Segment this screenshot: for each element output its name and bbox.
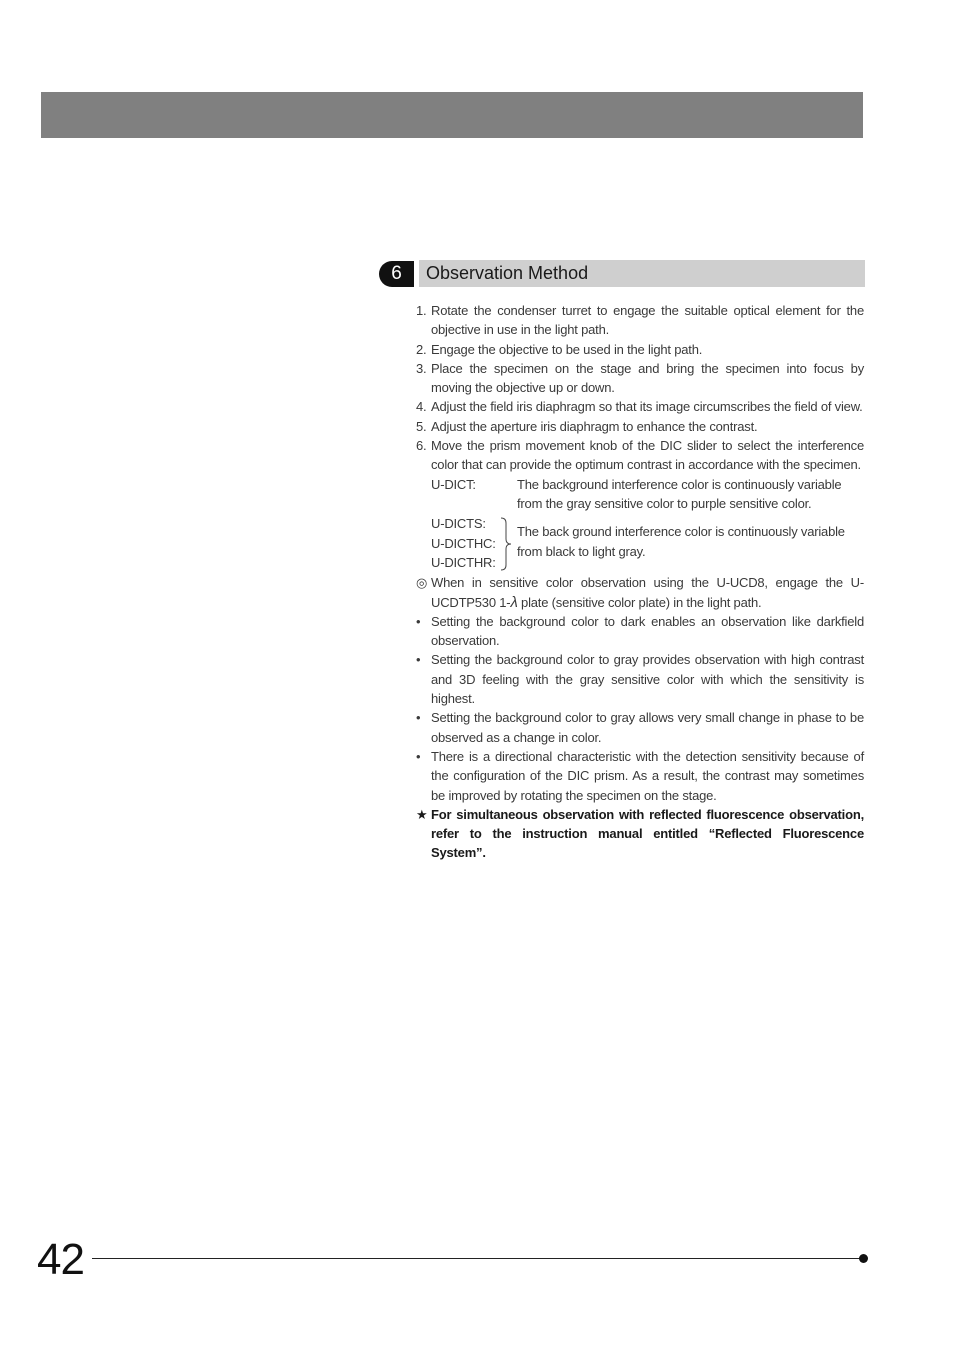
slider-model: U-DICT: — [431, 476, 476, 492]
section-number-badge: 6 — [379, 261, 414, 287]
header-bar — [41, 92, 863, 138]
step-text: Rotate the condenser turret to engage the suitable optical element for the objective in use in the light path. — [431, 303, 864, 338]
step-text: Engage the objective to be used in the light path. — [431, 341, 703, 357]
important-note — [416, 805, 864, 863]
step-text: Move the prism movement knob of the DIC slider to select the interference color that can provide the optimum contrast in accordance with the specimen. — [431, 438, 864, 473]
step-item — [416, 340, 864, 359]
bullet-item — [416, 747, 864, 805]
lambda-symbol: λ — [510, 593, 518, 611]
slider-model: U-DICTS: — [431, 516, 486, 532]
footer-rule — [92, 1258, 862, 1259]
slider-model: U-DICTHR: — [431, 554, 496, 570]
note-text-start: When in sensitive color observation using the U-UCD8, engage the U-UCDTP530 1- — [431, 575, 864, 610]
bullet-item — [416, 708, 864, 747]
step-item — [416, 359, 864, 398]
bullet-item — [416, 650, 864, 708]
page-number: 42 — [37, 1235, 84, 1284]
slider-model-list — [431, 514, 496, 572]
slider-description: The back ground interference color is continuously variable from black to light gray. — [517, 524, 845, 559]
step-item — [416, 301, 864, 340]
bullet-icon: • — [416, 652, 421, 668]
step-text: Adjust the aperture iris diaphragm to enhance the contrast. — [431, 418, 758, 434]
step-number: 3. — [416, 360, 427, 376]
slider-model: U-DICTHC: — [431, 535, 496, 551]
step-number: 1. — [416, 303, 427, 318]
section-title-bar — [419, 260, 865, 287]
step-number: 5. — [416, 418, 427, 434]
section-header — [379, 260, 865, 287]
bullet-text: There is a directional characteristic with the detection sensitivity because of the configuration of the DIC prism. As a result, the contrast may sometimes be improved by rotating the specimen on the stage. — [431, 748, 864, 803]
bullet-icon: • — [416, 748, 421, 764]
bullet-icon: • — [416, 710, 421, 726]
slider-spec-row — [416, 475, 864, 514]
step-text: Adjust the field iris diaphragm so that its image circumscribes the field of view. — [431, 399, 863, 415]
step-number: 4. — [416, 399, 427, 415]
bullet-icon: • — [416, 613, 421, 629]
bullet-item — [416, 612, 864, 651]
section-content — [416, 301, 864, 863]
curly-brace-icon — [499, 517, 517, 571]
footer-dot — [859, 1254, 868, 1263]
bullet-text: Setting the background color to gray provides observation with high contrast and 3D feeling with the gray sensitive color with which the sensitivity is highest. — [431, 652, 864, 707]
step-item — [416, 436, 864, 475]
slider-description: The background interference color is continuously variable from the gray sensitive color to purple sensitive color. — [517, 476, 842, 511]
double-circle-icon: ◎ — [416, 575, 428, 591]
star-icon: ★ — [416, 806, 428, 822]
note-item — [416, 573, 864, 612]
section-title: Observation Method — [426, 263, 589, 283]
bullet-text: Setting the background color to gray allows very small change in phase to be observed as a change in color. — [431, 710, 864, 745]
step-text: Place the specimen on the stage and bring the specimen into focus by moving the objective up or down. — [431, 360, 864, 396]
step-item — [416, 417, 864, 436]
step-number: 2. — [416, 341, 427, 357]
step-item — [416, 397, 864, 416]
slider-group-row — [416, 517, 864, 573]
step-number: 6. — [416, 438, 427, 454]
bullet-text: Setting the background color to dark enables an observation like darkfield observation. — [431, 613, 864, 649]
note-text-end: plate (sensitive color plate) in the light path. — [517, 594, 762, 610]
important-text: For simultaneous observation with reflected fluorescence observation, refer to the instruction manual entitled “Reflected Fluorescence System”. — [431, 806, 864, 861]
